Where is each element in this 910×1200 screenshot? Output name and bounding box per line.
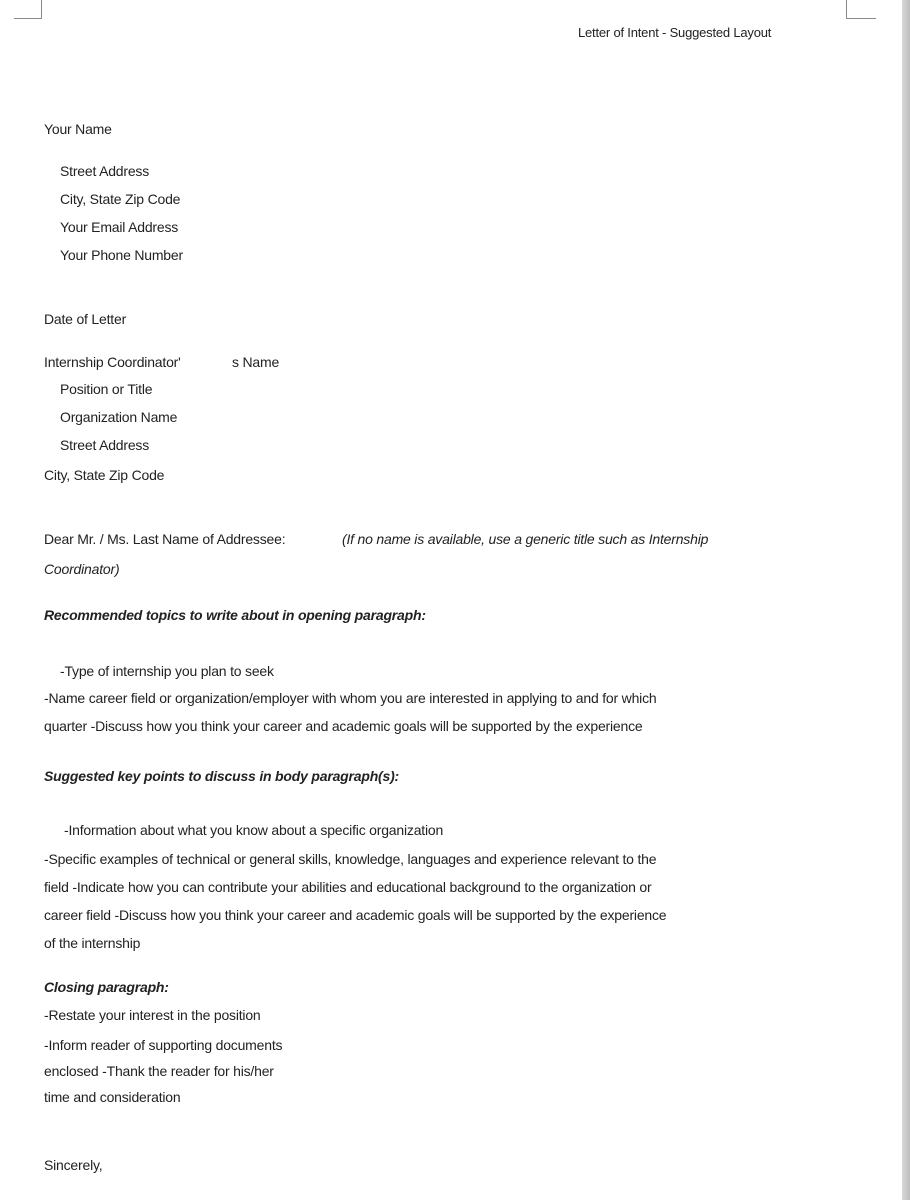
signoff: Sincerely, <box>44 1157 103 1173</box>
closing-line: time and consideration <box>44 1089 181 1105</box>
recipient-organization: Organization Name <box>60 409 178 425</box>
body-line: career field -Discuss how you think your career and academic goals will be supported by the experience <box>44 907 667 923</box>
body-line: of the internship <box>44 935 141 951</box>
closing-heading: Closing paragraph: <box>44 979 169 995</box>
recipient-position: Position or Title <box>60 381 153 397</box>
header-title: Letter of Intent - Suggested Layout <box>578 25 772 40</box>
recipient-street: Street Address <box>60 437 150 453</box>
crop-mark-top-right-vertical <box>846 0 847 18</box>
opening-heading: Recommended topics to write about in opening paragraph: <box>44 607 426 623</box>
sender-city: City, State Zip Code <box>60 191 181 207</box>
letter-date: Date of Letter <box>44 311 127 327</box>
recipient-name-part1: Internship Coordinator' <box>44 354 181 370</box>
closing-line: enclosed -Thank the reader for his/her <box>44 1063 274 1079</box>
body-line: -Information about what you know about a specific organization <box>64 822 444 838</box>
page-edge <box>902 0 910 1200</box>
sender-street: Street Address <box>60 163 150 179</box>
sender-email: Your Email Address <box>60 219 179 235</box>
salutation-note-line2: Coordinator) <box>44 561 120 577</box>
opening-line: -Name career field or organization/employer with whom you are interested in applying to and for which <box>44 690 657 706</box>
sender-phone: Your Phone Number <box>60 247 183 263</box>
salutation-note-line1: (If no name is available, use a generic title such as Internship <box>342 531 709 547</box>
opening-line: quarter -Discuss how you think your career and academic goals will be supported by the experience <box>44 718 643 734</box>
closing-line: -Restate your interest in the position <box>44 1007 261 1023</box>
body-line: field -Indicate how you can contribute your abilities and educational background to the organization or <box>44 879 652 895</box>
sender-name: Your Name <box>44 121 112 137</box>
crop-mark-top-left <box>14 0 42 19</box>
crop-mark-top-right <box>846 0 876 19</box>
body-line: -Specific examples of technical or general skills, knowledge, languages and experience relevant to the <box>44 851 657 867</box>
recipient-city: City, State Zip Code <box>44 467 165 483</box>
opening-line: -Type of internship you plan to seek <box>60 663 274 679</box>
salutation: Dear Mr. / Ms. Last Name of Addressee: <box>44 531 286 547</box>
body-heading: Suggested key points to discuss in body paragraph(s): <box>44 768 400 784</box>
closing-line: -Inform reader of supporting documents <box>44 1037 283 1053</box>
crop-mark-top-left-vertical <box>41 0 42 18</box>
recipient-name-part2: s Name <box>232 354 280 370</box>
